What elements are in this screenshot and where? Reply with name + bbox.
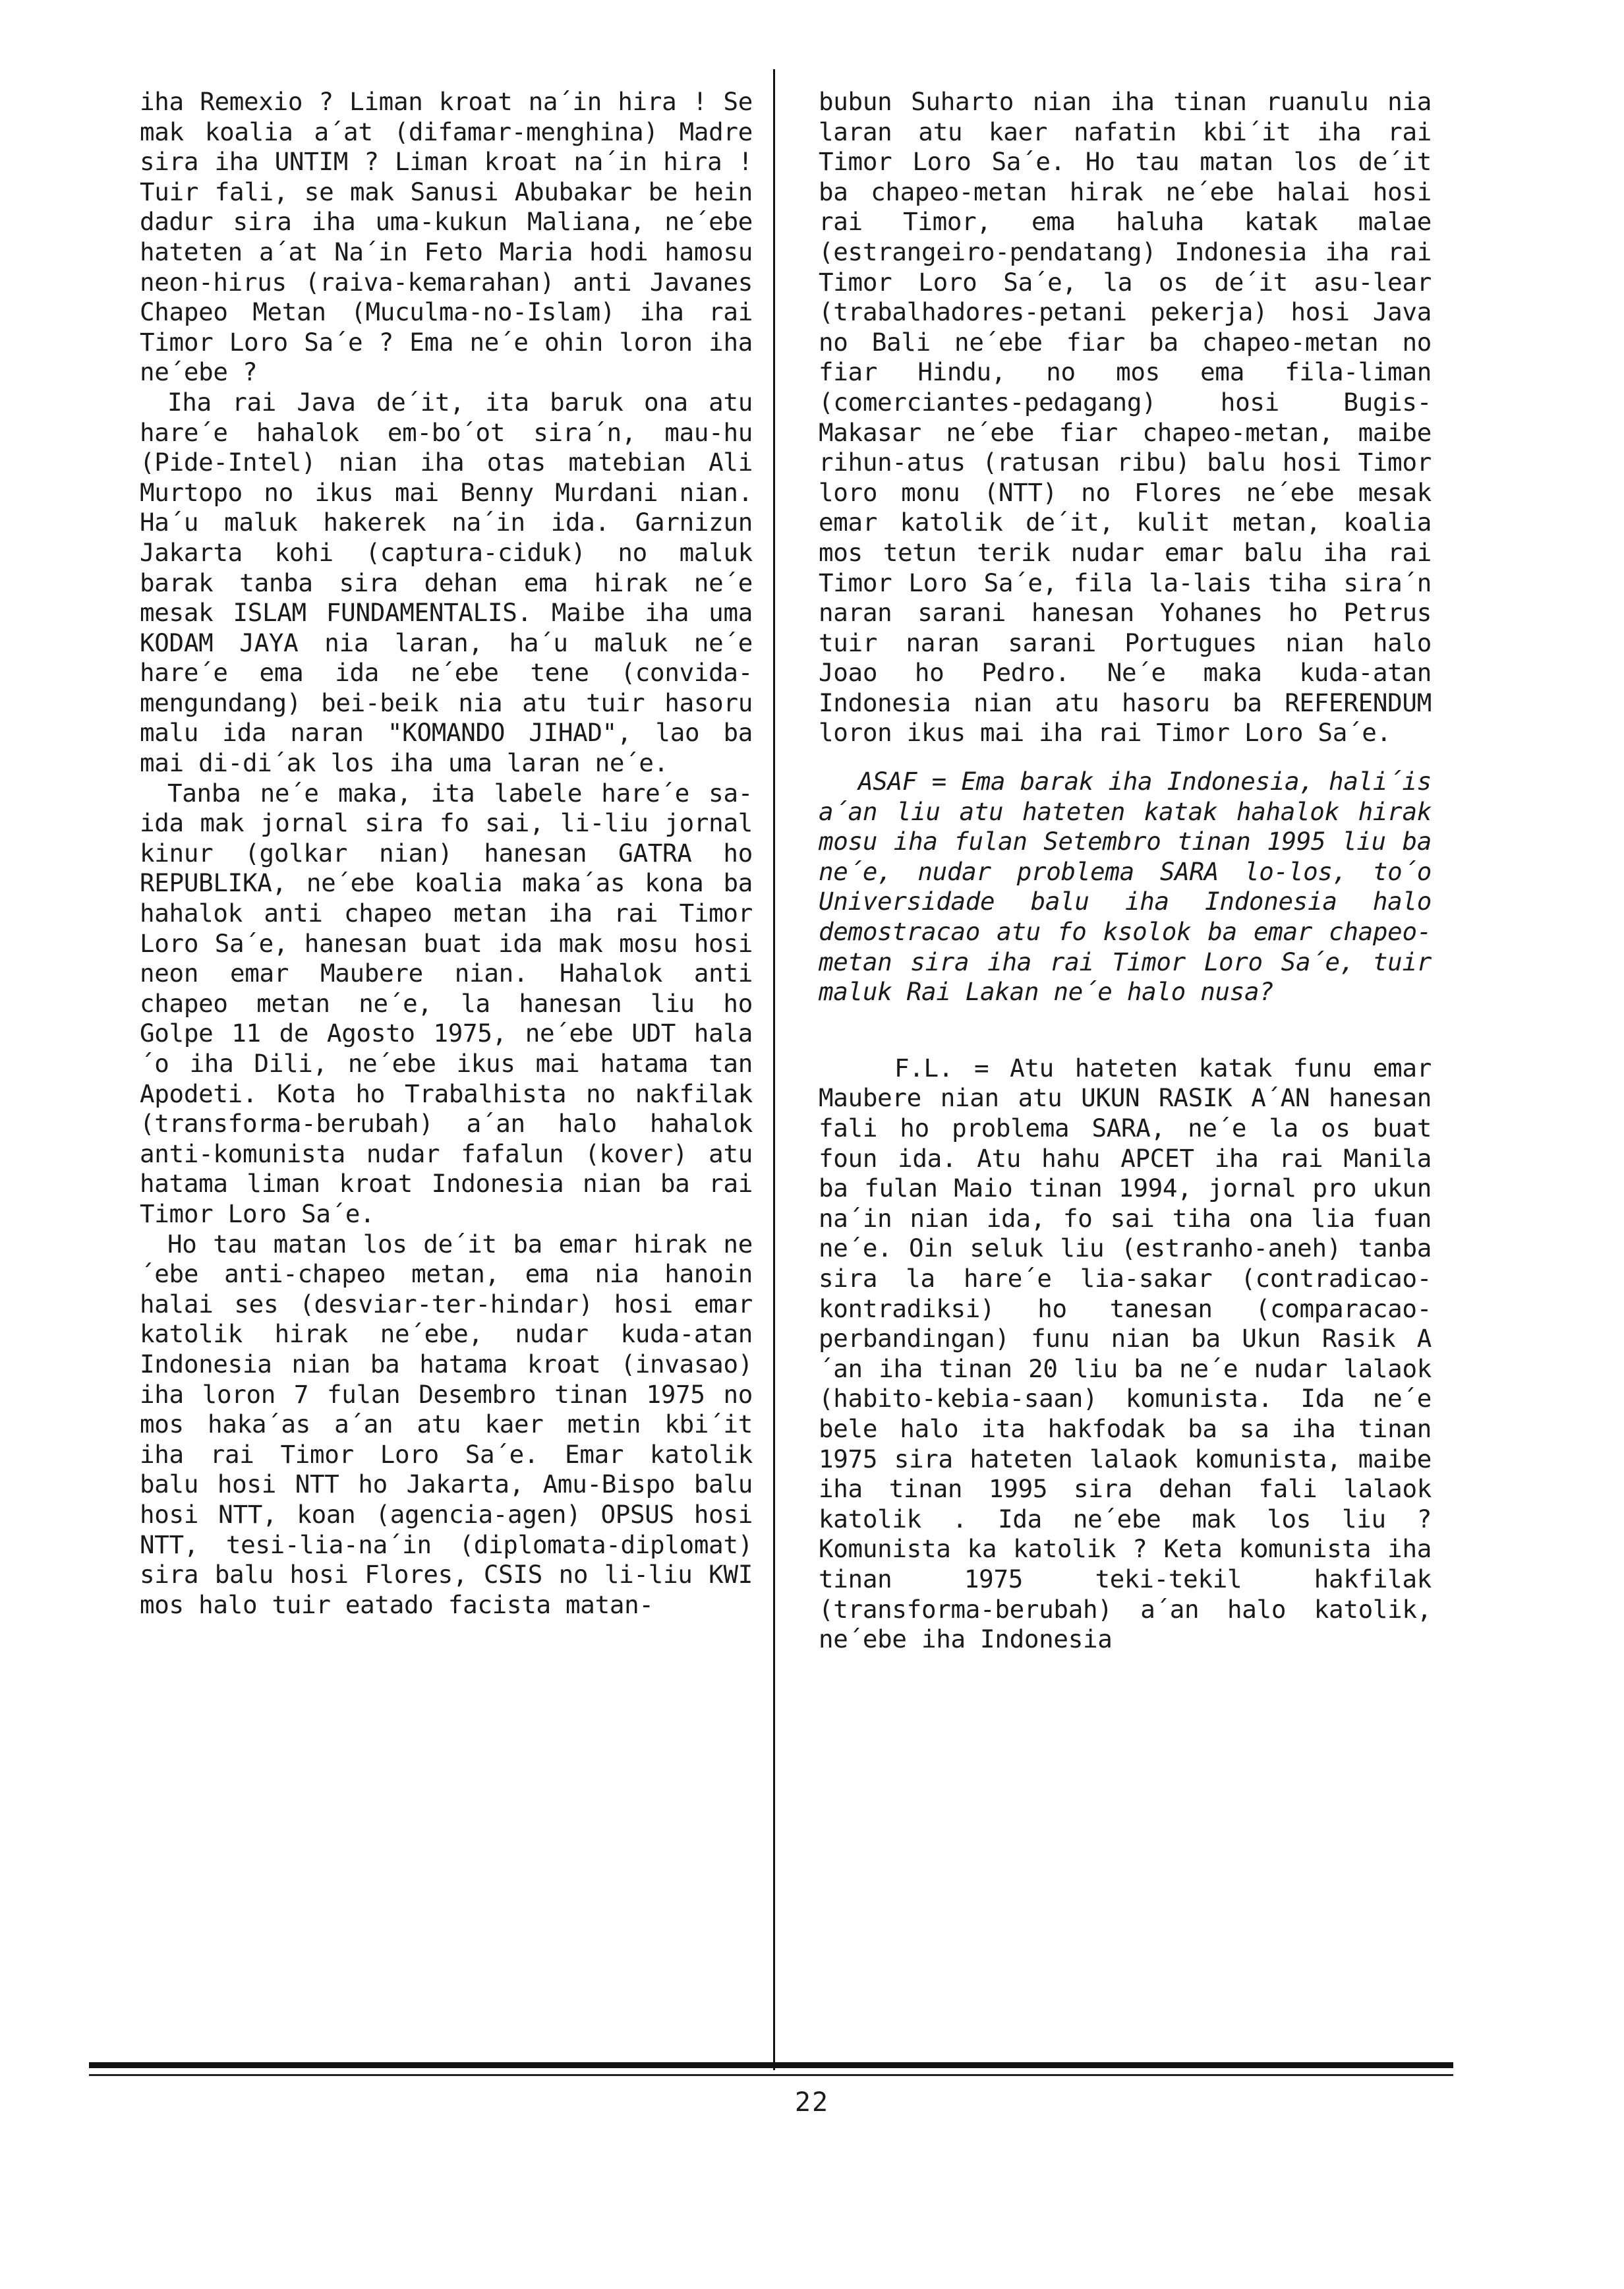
footer-rule [89, 2062, 1453, 2068]
footer-rule-thin [89, 2074, 1453, 2076]
paragraph: bubun Suharto nian iha tinan ruanulu nia laran atu kaer nafatin kbi´it iha rai Timor Loro Sa´e. Ho tau matan los de´it ba chapeo-metan hirak ne´ebe halai hosi rai Timor, ema haluha katak malae (estrangeiro-pendatang) Indonesia iha rai Timor Loro Sa´e, la os de´it asu-lear (trabalhadores-petani pekerja) hosi Java no Bali ne´ebe fiar ba chapeo-metan no fiar Hindu, no mos ema fila-liman (comerciantes-pedagang) hosi Bugis-Makasar ne´ebe fiar chapeo-metan, maibe rihun-atus (ratusan ribu) balu hosi Timor loro monu (NTT) no Flores ne´ebe mesak emar katolik de´it, kulit metan, koalia mos tetun terik nudar emar balu iha rai Timor Loro Sa´e, fila la-lais tiha sira´n naran sarani hanesan Yohanes ho Petrus tuir naran sarani Portugues nian halo Joao ho Pedro. Ne´e maka kuda-atan Indonesia nian atu hasoru ba REFERENDUM loron ikus mai iha rai Timor Loro Sa´e. [819, 87, 1432, 748]
paragraph: iha Remexio ? Liman kroat na´in hira ! Se mak koalia a´at (difamar-menghina) Madre sira iha UNTIM ? Liman kroat na´in hira ! Tuir fali, se mak Sanusi Abubakar be hein dadur sira iha uma-kukun Maliana, ne´ebe hateten a´at Na´in Feto Maria hodi hamosu neon-hirus (raiva-kemarahan) anti Javanes Chapeo Metan (Muculma-no-Islam) iha rai Timor Loro Sa´e ? Ema ne´e ohin loron iha ne´ebe ? [140, 87, 753, 387]
paragraph: Ho tau matan los de´it ba emar hirak ne´ebe anti-chapeo metan, ema nia hanoin halai ses (desviar-ter-hindar) hosi emar katolik hirak ne´ebe, nudar kuda-atan Indonesia nian ba hatama kroat (invasao) iha loron 7 fulan Desembro tinan 1975 no mos haka´as a´an atu kaer metin kbi´it iha rai Timor Loro Sa´e. Emar katolik balu hosi NTT ho Jakarta, Amu-Bispo balu hosi NTT, koan (agencia-agen) OPSUS hosi NTT, tesi-lia-na´in (diplomata-diplomat) sira balu hosi Flores, CSIS no li-liu KWI mos halo tuir eatado facista matan- [140, 1229, 753, 1619]
fl-answer: F.L. = Atu hateten katak funu emar Maubere nian atu UKUN RASIK A´AN hanesan fali ho problema SARA, ne´e la os buat foun ida. Atu hahu APCET iha rai Manila ba fulan Maio tinan 1994, jornal pro ukun na´in nian ida, fo sai tiha ona lia fuan ne´e. Oin seluk liu (estranho-aneh) tanba sira la hare´e lia-sakar (contradicao-kontradiksi) ho tanesan (comparacao-perbandingan) funu nian ba Ukun Rasik A´an iha tinan 20 liu ba ne´e nudar lalaok (habito-kebia-saan) komunista. Ida ne´e bele halo ita hakfodak ba sa iha tinan 1975 sira hateten lalaok komunista, maibe iha tinan 1995 sira dehan fali lalaok katolik . Ida ne´ebe mak los liu ? Komunista ka katolik ? Keta komunista iha tinan 1975 teki-tekil hakfilak (transforma-berubah) a´an halo katolik, ne´ebe iha Indonesia [819, 1053, 1432, 1654]
paragraph: Tanba ne´e maka, ita labele hare´e sa-ida mak jornal sira fo sai, li-liu jornal kinur (golkar nian) hanesan GATRA ho REPUBLIKA, ne´ebe koalia maka´as kona ba hahalok anti chapeo metan iha rai Timor Loro Sa´e, hanesan buat ida mak mosu hosi neon emar Maubere nian. Hahalok anti chapeo metan ne´e, la hanesan liu ho Golpe 11 de Agosto 1975, ne´ebe UDT hala´o iha Dili, ne´ebe ikus mai hatama tan Apodeti. Kota ho Trabalhista no nakfilak (transforma-berubah) a´an halo hahalok anti-komunista nudar fafalun (kover) atu hatama liman kroat Indonesia nian ba rai Timor Loro Sa´e. [140, 778, 753, 1228]
right-column [819, 87, 1432, 1655]
column-divider [773, 69, 775, 2070]
paragraph: Iha rai Java de´it, ita baruk ona atu hare´e hahalok em-bo´ot sira´n, mau-hu (Pide-Intel) nian iha otas matebian Ali Murtopo no ikus mai Benny Murdani nian. Ha´u maluk hakerek na´in ida. Garnizun Jakarta kohi (captura-ciduk) no maluk barak tanba sira dehan ema hirak ne´e mesak ISLAM FUNDAMENTALIS. Maibe iha uma KODAM JAYA nia laran, ha´u maluk ne´e hare´e ema ida ne´ebe tene (convida-mengundang) bei-beik nia atu tuir hasoru malu ida naran "KOMANDO JIHAD", lao ba mai di-di´ak los iha uma laran ne´e. [140, 387, 753, 778]
asaf-question: ASAF = Ema barak iha Indonesia, hali´is a´an liu atu hateten katak hahalok hirak mosu iha fulan Setembro tinan 1995 liu ba ne´e, nudar problema SARA lo-los, to´o Universidade balu iha Indonesia halo demostracao atu fo ksolok ba emar chapeo-metan sira iha rai Timor Loro Sa´e, tuir maluk Rai Lakan ne´e halo nusa? [819, 767, 1432, 1007]
page-number: 22 [794, 2087, 830, 2118]
left-column [140, 87, 753, 1620]
